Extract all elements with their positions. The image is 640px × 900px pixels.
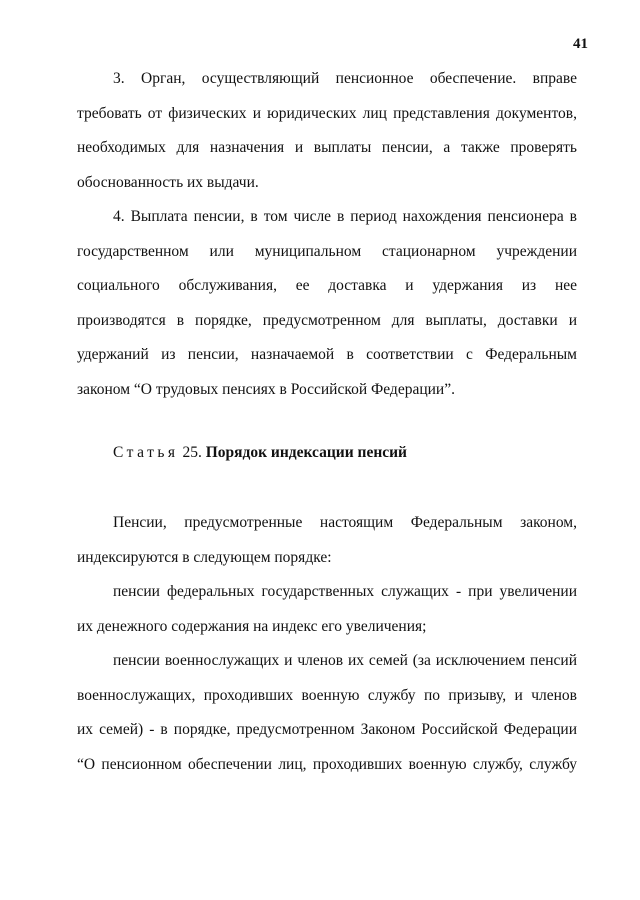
- text-line: военнослужащих, проходивших военную службу по призыву, и членов: [77, 686, 577, 704]
- paragraph-indexation: [77, 506, 577, 782]
- text-line: производятся в порядке, предусмотренном для выплаты, доставки и: [77, 311, 577, 329]
- article-heading-title: Порядок индексации пенсий: [205, 444, 407, 461]
- article-heading: [113, 438, 407, 468]
- text-line: индексируются в следующем порядке:: [77, 548, 332, 566]
- text-line: их денежного содержания на индекс его увеличения;: [77, 617, 427, 635]
- text-line: пенсии военнослужащих и членов их семей (за исключением пенсий: [113, 652, 577, 669]
- text-line: удержаний из пенсии, назначаемой в соответствии с Федеральным: [77, 346, 577, 363]
- text-line: 4. Выплата пенсии, в том числе в период нахождения пенсионера в: [113, 208, 577, 225]
- article-heading-number: 25.: [182, 444, 202, 461]
- paragraph-pension-payment: [77, 200, 577, 407]
- text-line: необходимых для назначения и выплаты пенсии, а также проверять: [77, 139, 577, 156]
- text-line: 3. Орган, осуществляющий пенсионное обеспечение. вправе: [113, 70, 577, 87]
- text-line: пенсии федеральных государственных служащих - при увеличении: [113, 583, 577, 600]
- text-line: обоснованность их выдачи.: [77, 173, 259, 191]
- text-line: государственном или муниципальном стационарном учреждении: [77, 242, 577, 260]
- text-line: социального обслуживания, ее доставка и удержания из нее: [77, 277, 577, 294]
- page-number: 41: [573, 36, 588, 52]
- text-line: их семей) - в порядке, предусмотренном Законом Российской Федерации: [77, 721, 577, 738]
- text-line: требовать от физических и юридических лиц представления документов,: [77, 104, 577, 122]
- article-heading-prefix: Статья: [113, 444, 179, 461]
- paragraph-organ-rights: [77, 62, 577, 200]
- text-line: “О пенсионном обеспечении лиц, проходивших военную службу, службу: [77, 755, 577, 773]
- text-line: Пенсии, предусмотренные настоящим Федеральным законом,: [113, 514, 577, 531]
- text-line: законом “О трудовых пенсиях в Российской Федерации”.: [77, 380, 455, 398]
